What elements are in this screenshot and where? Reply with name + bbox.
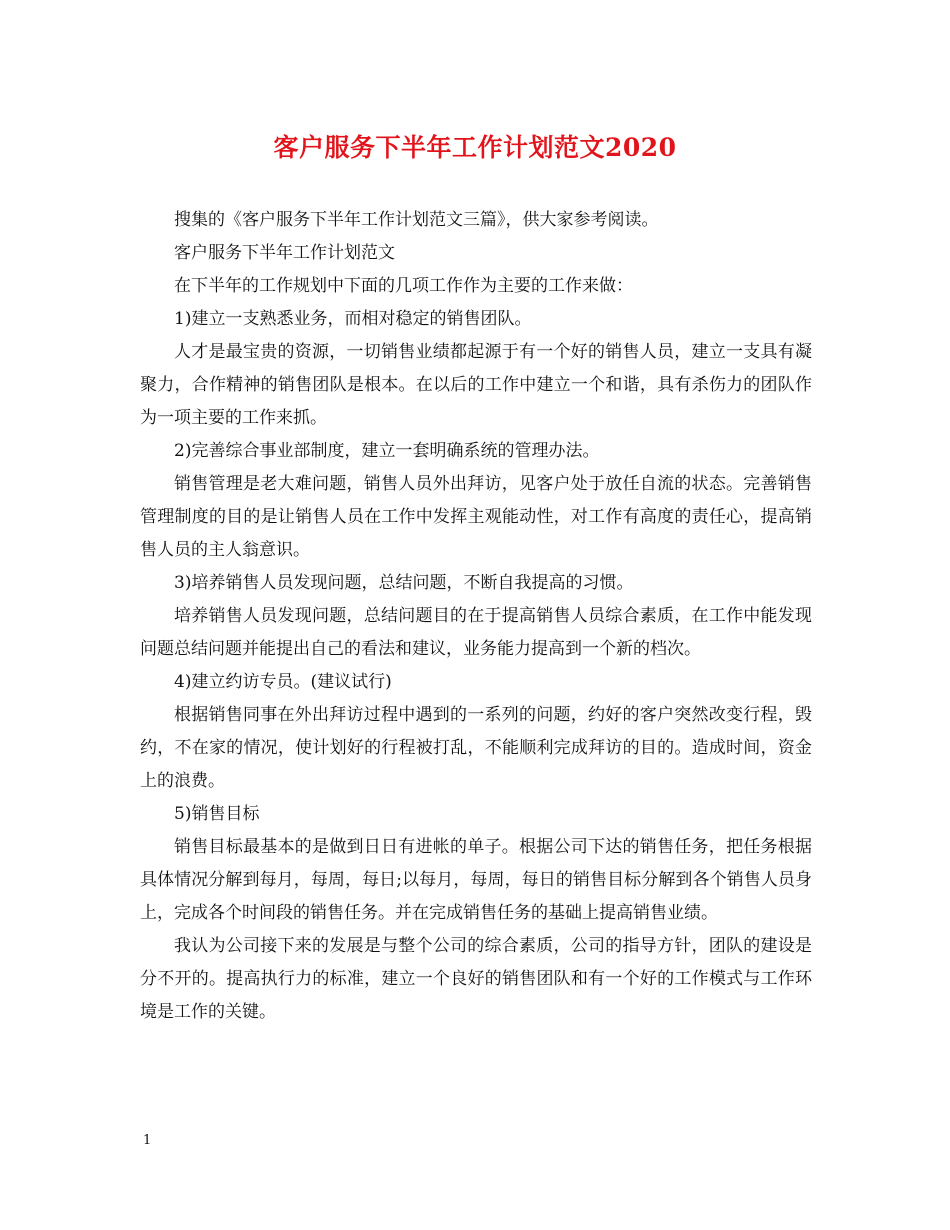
paragraph: 销售管理是老大难问题，销售人员外出拜访，见客户处于放任自流的状态。完善销售管理制度的目的是让销售人员在工作中发挥主观能动性，对工作有高度的责任心，提高销售人员的主人翁意识。 bbox=[140, 474, 812, 560]
paragraph: 2)完善综合事业部制度，建立一套明确系统的管理办法。 bbox=[174, 441, 600, 461]
document-title: 客户服务下半年工作计划范文2020 bbox=[273, 133, 677, 162]
document-body bbox=[140, 204, 812, 1029]
paragraph: 销售目标最基本的是做到日日有进帐的单子。根据公司下达的销售任务，把任务根据具体情况分解到每月，每周，每日;以每月，每周，每日的销售目标分解到各个销售人员身上，完成各个时间段的销售任务。并在完成销售任务的基础上提高销售业绩。 bbox=[140, 837, 812, 923]
paragraph: 4)建立约访专员。(建议试行) bbox=[174, 672, 392, 692]
paragraph: 培养销售人员发现问题，总结问题目的在于提高销售人员综合素质，在工作中能发现问题总结问题并能提出自己的看法和建议，业务能力提高到一个新的档次。 bbox=[140, 606, 812, 659]
paragraph: 3)培养销售人员发现问题，总结问题，不断自我提高的习惯。 bbox=[174, 573, 634, 593]
paragraph: 我认为公司接下来的发展是与整个公司的综合素质，公司的指导方针，团队的建设是分不开的。提高执行力的标准，建立一个良好的销售团队和有一个好的工作模式与工作环境是工作的关键。 bbox=[140, 936, 812, 1022]
paragraph: 人才是最宝贵的资源，一切销售业绩都起源于有一个好的销售人员，建立一支具有凝聚力，合作精神的销售团队是根本。在以后的工作中建立一个和谐，具有杀伤力的团队作为一项主要的工作来抓。 bbox=[140, 342, 812, 428]
paragraph: 1)建立一支熟悉业务，而相对稳定的销售团队。 bbox=[174, 309, 532, 329]
paragraph: 在下半年的工作规划中下面的几项工作作为主要的工作来做： bbox=[174, 276, 633, 296]
paragraph: 客户服务下半年工作计划范文 bbox=[174, 243, 395, 263]
page-number: 1 bbox=[143, 1133, 152, 1148]
paragraph: 根据销售同事在外出拜访过程中遇到的一系列的问题，约好的客户突然改变行程，毁约，不在家的情况，使计划好的行程被打乱，不能顺利完成拜访的目的。造成时间，资金上的浪费。 bbox=[140, 705, 812, 791]
paragraph: 5)销售目标 bbox=[174, 804, 260, 824]
paragraph: 搜集的《客户服务下半年工作计划范文三篇》，供大家参考阅读。 bbox=[174, 210, 659, 230]
